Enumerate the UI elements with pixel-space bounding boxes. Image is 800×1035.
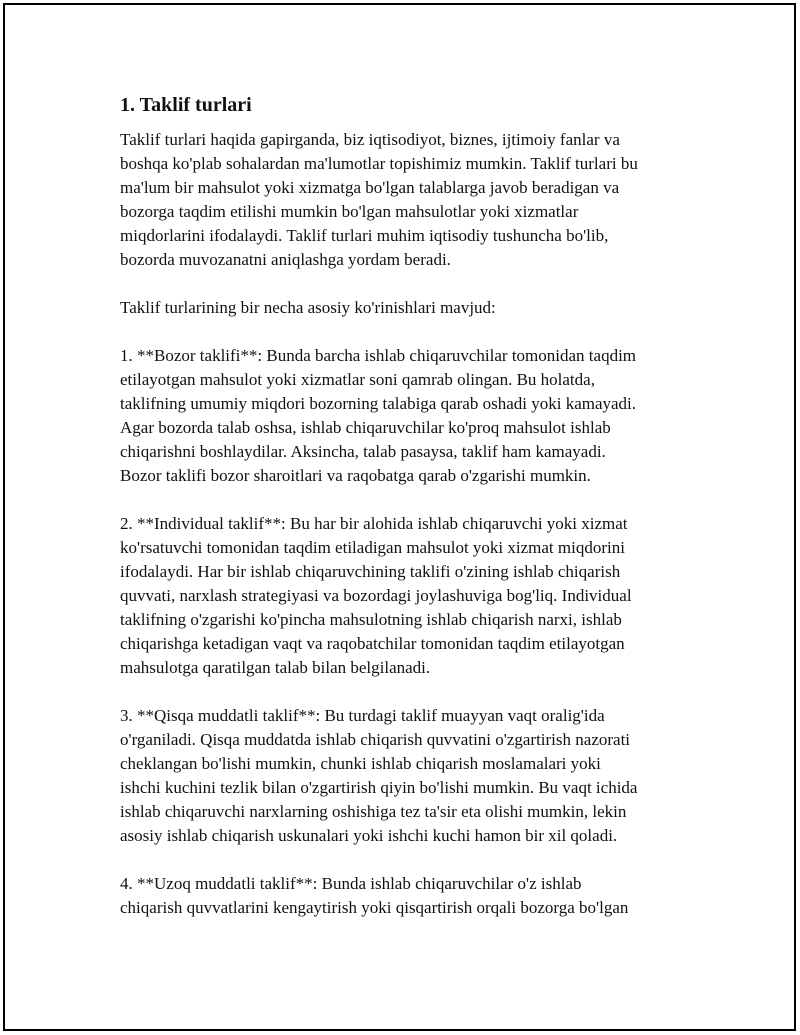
paragraph-short-run-supply <box>120 704 700 848</box>
paragraph-types-lead <box>120 296 700 320</box>
text-line: taklifning o'zgarishi ko'pincha mahsulotning ishlab chiqarish narxi, ishlab <box>120 610 622 629</box>
text-line: ifodalaydi. Har bir ishlab chiqaruvchining taklifi o'zining ishlab chiqarish <box>120 562 621 581</box>
text-line: taklifning umumiy miqdori bozorning talabiga qarab oshadi yoki kamayadi. <box>120 394 637 413</box>
text-line: chiqarishga ketadigan vaqt va raqobatchilar tomonidan taqdim etilayotgan <box>120 634 625 653</box>
text-line: Bozor taklifi bozor sharoitlari va raqobatga qarab o'zgarishi mumkin. <box>120 466 591 485</box>
text-line: asosiy ishlab chiqarish uskunalari yoki ishchi kuchi hamon bir xil qoladi. <box>120 826 618 845</box>
section-heading: 1. Taklif turlari <box>120 94 252 116</box>
text-line: Taklif turlari haqida gapirganda, biz iqtisodiyot, biznes, ijtimoiy fanlar va <box>120 130 620 149</box>
text-line: cheklangan bo'lishi mumkin, chunki ishlab chiqarish moslamalari yoki <box>120 754 601 773</box>
text-line: ishlab chiqaruvchi narxlarning oshishiga tez ta'sir eta olishi mumkin, lekin <box>120 802 627 821</box>
text-line: Agar bozorda talab oshsa, ishlab chiqaruvchilar ko'proq mahsulot ishlab <box>120 418 611 437</box>
text-line: chiqarish quvvatlarini kengaytirish yoki qisqartirish orqali bozorga bo'lgan <box>120 898 629 917</box>
text-line: ma'lum bir mahsulot yoki xizmatga bo'lgan talablarga javob beradigan va <box>120 178 620 197</box>
text-line: bozorda muvozanatni aniqlashga yordam beradi. <box>120 250 451 269</box>
text-line: quvvati, narxlash strategiyasi va bozordagi joylashuviga bog'liq. Individual <box>120 586 632 605</box>
text-line: boshqa ko'plab sohalardan ma'lumotlar topishimiz mumkin. Taklif turlari bu <box>120 154 638 173</box>
text-line: 1. **Bozor taklifi**: Bunda barcha ishlab chiqaruvchilar tomonidan taqdim <box>120 346 637 365</box>
text-line: ishchi kuchini tezlik bilan o'zgartirish qiyin bo'lishi mumkin. Bu vaqt ichida <box>120 778 638 797</box>
paragraph-intro <box>120 128 700 272</box>
text-line: chiqarishni boshlaydilar. Aksincha, talab pasaysa, taklif ham kamayadi. <box>120 442 606 461</box>
text-line: 4. **Uzoq muddatli taklif**: Bunda ishlab chiqaruvchilar o'z ishlab <box>120 874 582 893</box>
text-line: mahsulotga qaratilgan talab bilan belgilanadi. <box>120 658 431 677</box>
paragraph-individual-supply <box>120 512 700 680</box>
document-body <box>120 93 700 944</box>
text-line: 2. **Individual taklif**: Bu har bir alohida ishlab chiqaruvchi yoki xizmat <box>120 514 628 533</box>
page-frame <box>3 3 796 1031</box>
paragraph-long-run-supply <box>120 872 700 920</box>
text-line: etilayotgan mahsulot yoki xizmatlar soni qamrab olingan. Bu holatda, <box>120 370 595 389</box>
text-line: ko'rsatuvchi tomonidan taqdim etiladigan mahsulot yoki xizmat miqdorini <box>120 538 625 557</box>
text-line: bozorga taqdim etilishi mumkin bo'lgan mahsulotlar yoki xizmatlar <box>120 202 579 221</box>
text-line: o'rganiladi. Qisqa muddatda ishlab chiqarish quvvatini o'zgartirish nazorati <box>120 730 631 749</box>
paragraph-market-supply <box>120 344 700 488</box>
text-line: Taklif turlarining bir necha asosiy ko'rinishlari mavjud: <box>120 298 496 317</box>
text-line: 3. **Qisqa muddatli taklif**: Bu turdagi taklif muayyan vaqt oralig'ida <box>120 706 605 725</box>
text-line: miqdorlarini ifodalaydi. Taklif turlari muhim iqtisodiy tushuncha bo'lib, <box>120 226 609 245</box>
